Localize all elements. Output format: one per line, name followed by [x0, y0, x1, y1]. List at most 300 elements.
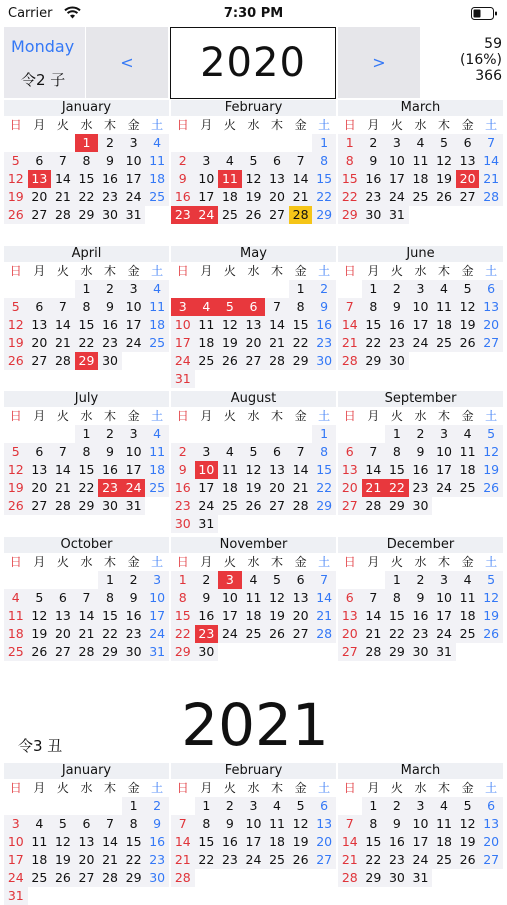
day-cell[interactable]: 3	[409, 280, 433, 298]
day-cell[interactable]: 16	[409, 607, 433, 625]
day-cell[interactable]: 10	[122, 152, 146, 170]
day-cell[interactable]: 23	[409, 625, 433, 643]
day-cell[interactable]: 7	[338, 815, 362, 833]
day-cell[interactable]: 8	[75, 298, 99, 316]
day-cell[interactable]: 22	[75, 188, 99, 206]
day-cell[interactable]: 19	[242, 188, 266, 206]
day-cell[interactable]: 27	[28, 206, 52, 224]
day-cell[interactable]: 6	[28, 298, 52, 316]
day-cell[interactable]: 22	[362, 334, 386, 352]
day-cell[interactable]: 18	[195, 334, 219, 352]
day-cell[interactable]: 23	[171, 497, 195, 515]
day-cell[interactable]: 9	[98, 298, 122, 316]
day-cell[interactable]: 12	[242, 170, 266, 188]
day-cell[interactable]: 28	[338, 869, 362, 887]
day-cell[interactable]: 4	[218, 152, 242, 170]
day-cell[interactable]: 11	[456, 443, 480, 461]
day-cell[interactable]: 7	[312, 571, 336, 589]
day-cell[interactable]: 22	[289, 334, 313, 352]
day-cell[interactable]: 15	[171, 607, 195, 625]
day-cell[interactable]: 31	[432, 643, 456, 661]
day-cell[interactable]: 1	[312, 425, 336, 443]
day-cell[interactable]: 10	[195, 461, 219, 479]
day-cell[interactable]: 16	[171, 479, 195, 497]
day-cell[interactable]: 9	[171, 461, 195, 479]
day-cell[interactable]: 27	[265, 206, 289, 224]
day-cell[interactable]: 27	[338, 497, 362, 515]
day-cell[interactable]: 28	[312, 625, 336, 643]
day-cell[interactable]: 16	[195, 607, 219, 625]
day-cell[interactable]: 27	[242, 352, 266, 370]
day-cell[interactable]: 25	[4, 643, 28, 661]
day-cell[interactable]: 13	[289, 589, 313, 607]
day-cell[interactable]: 21	[75, 625, 99, 643]
day-cell[interactable]: 20	[51, 625, 75, 643]
prev-year-button[interactable]: <	[86, 27, 168, 98]
day-cell[interactable]: 4	[242, 571, 266, 589]
day-cell[interactable]: 26	[51, 869, 75, 887]
day-cell[interactable]: 27	[456, 188, 480, 206]
day-cell[interactable]: 25	[265, 851, 289, 869]
day-cell[interactable]: 13	[28, 316, 52, 334]
day-cell[interactable]: 13	[338, 607, 362, 625]
day-cell[interactable]: 30	[98, 497, 122, 515]
day-cell[interactable]: 19	[479, 607, 503, 625]
day-cell[interactable]: 13	[265, 461, 289, 479]
day-cell[interactable]: 18	[456, 607, 480, 625]
day-cell[interactable]: 18	[145, 170, 169, 188]
day-cell[interactable]: 28	[75, 643, 99, 661]
day-cell[interactable]: 4	[145, 280, 169, 298]
day-cell[interactable]: 18	[145, 316, 169, 334]
day-cell[interactable]: 29	[171, 643, 195, 661]
day-cell[interactable]: 19	[4, 188, 28, 206]
day-cell[interactable]: 8	[385, 589, 409, 607]
day-cell[interactable]: 21	[289, 479, 313, 497]
day-cell[interactable]: 3	[409, 797, 433, 815]
day-cell[interactable]: 4	[4, 589, 28, 607]
day-cell[interactable]: 24	[122, 188, 146, 206]
day-cell[interactable]: 16	[362, 170, 386, 188]
day-cell[interactable]: 15	[75, 316, 99, 334]
day-cell[interactable]: 30	[195, 643, 219, 661]
day-cell[interactable]: 19	[456, 316, 480, 334]
day-cell[interactable]: 9	[122, 589, 146, 607]
day-cell[interactable]: 16	[171, 188, 195, 206]
day-cell[interactable]: 10	[145, 589, 169, 607]
day-cell[interactable]: 4	[195, 298, 219, 316]
day-cell[interactable]: 11	[145, 152, 169, 170]
day-cell[interactable]: 1	[385, 425, 409, 443]
day-cell[interactable]: 29	[385, 497, 409, 515]
day-cell[interactable]: 12	[51, 833, 75, 851]
day-cell[interactable]: 15	[385, 461, 409, 479]
day-cell[interactable]: 7	[479, 134, 503, 152]
day-cell[interactable]: 16	[312, 316, 336, 334]
day-cell[interactable]: 7	[362, 589, 386, 607]
day-cell[interactable]: 2	[409, 571, 433, 589]
day-cell[interactable]: 22	[385, 479, 409, 497]
day-cell[interactable]: 19	[4, 334, 28, 352]
day-cell[interactable]: 18	[4, 625, 28, 643]
day-cell[interactable]: 29	[75, 497, 99, 515]
day-cell[interactable]: 11	[28, 833, 52, 851]
day-cell[interactable]: 1	[289, 280, 313, 298]
day-cell[interactable]: 19	[4, 479, 28, 497]
day-cell[interactable]: 1	[338, 134, 362, 152]
day-cell[interactable]: 12	[218, 316, 242, 334]
day-cell[interactable]: 24	[432, 479, 456, 497]
day-cell[interactable]: 12	[479, 589, 503, 607]
day-cell[interactable]: 14	[265, 316, 289, 334]
day-cell[interactable]: 16	[122, 607, 146, 625]
day-cell[interactable]: 20	[28, 188, 52, 206]
day-cell[interactable]: 1	[98, 571, 122, 589]
day-cell[interactable]: 24	[122, 334, 146, 352]
day-cell[interactable]: 3	[195, 152, 219, 170]
day-cell[interactable]: 13	[242, 316, 266, 334]
day-cell[interactable]: 8	[171, 589, 195, 607]
day-cell[interactable]: 19	[265, 607, 289, 625]
day-cell[interactable]: 21	[265, 334, 289, 352]
day-cell[interactable]: 5	[479, 571, 503, 589]
day-cell[interactable]: 6	[312, 797, 336, 815]
day-cell[interactable]: 27	[289, 625, 313, 643]
day-cell[interactable]: 9	[98, 152, 122, 170]
day-cell[interactable]: 24	[409, 851, 433, 869]
day-cell[interactable]: 6	[479, 797, 503, 815]
day-cell[interactable]: 16	[385, 316, 409, 334]
day-cell[interactable]: 30	[409, 643, 433, 661]
day-cell[interactable]: 14	[479, 152, 503, 170]
day-cell[interactable]: 28	[338, 352, 362, 370]
day-cell[interactable]: 30	[409, 497, 433, 515]
day-cell[interactable]: 13	[479, 298, 503, 316]
day-cell[interactable]: 21	[51, 479, 75, 497]
day-cell[interactable]: 26	[479, 625, 503, 643]
day-cell[interactable]: 23	[98, 479, 122, 497]
day-cell[interactable]: 13	[28, 170, 52, 188]
day-cell[interactable]: 4	[265, 797, 289, 815]
day-cell[interactable]: 11	[242, 589, 266, 607]
day-cell[interactable]: 2	[409, 425, 433, 443]
day-cell[interactable]: 20	[265, 479, 289, 497]
day-cell[interactable]: 13	[75, 833, 99, 851]
day-cell[interactable]: 26	[289, 851, 313, 869]
day-cell[interactable]: 22	[385, 625, 409, 643]
day-cell[interactable]: 6	[75, 815, 99, 833]
day-cell[interactable]: 17	[122, 316, 146, 334]
day-cell[interactable]: 2	[145, 797, 169, 815]
day-cell[interactable]: 9	[218, 815, 242, 833]
day-cell[interactable]: 17	[122, 170, 146, 188]
day-cell[interactable]: 13	[28, 461, 52, 479]
day-cell[interactable]: 2	[98, 280, 122, 298]
day-cell[interactable]: 12	[4, 316, 28, 334]
day-cell[interactable]: 31	[4, 887, 28, 905]
day-cell[interactable]: 6	[28, 443, 52, 461]
day-cell[interactable]: 12	[4, 461, 28, 479]
day-cell[interactable]: 19	[218, 334, 242, 352]
day-cell[interactable]: 10	[432, 443, 456, 461]
day-cell[interactable]: 27	[75, 869, 99, 887]
day-cell[interactable]: 27	[338, 643, 362, 661]
day-cell[interactable]: 7	[362, 443, 386, 461]
day-cell[interactable]: 9	[362, 152, 386, 170]
day-cell[interactable]: 30	[98, 206, 122, 224]
day-cell[interactable]: 17	[122, 461, 146, 479]
day-cell[interactable]: 20	[479, 316, 503, 334]
day-cell[interactable]: 31	[171, 370, 195, 388]
day-cell[interactable]: 26	[242, 497, 266, 515]
day-cell[interactable]: 17	[195, 479, 219, 497]
day-cell[interactable]: 20	[479, 833, 503, 851]
day-cell[interactable]: 12	[479, 443, 503, 461]
day-cell[interactable]: 7	[51, 152, 75, 170]
day-cell[interactable]: 5	[4, 152, 28, 170]
day-cell[interactable]: 2	[171, 443, 195, 461]
day-cell[interactable]: 25	[195, 352, 219, 370]
day-cell[interactable]: 4	[456, 571, 480, 589]
day-cell[interactable]: 20	[289, 607, 313, 625]
day-cell[interactable]: 9	[171, 170, 195, 188]
day-cell[interactable]: 28	[98, 869, 122, 887]
day-cell[interactable]: 5	[218, 298, 242, 316]
day-cell[interactable]: 29	[312, 497, 336, 515]
day-cell[interactable]: 16	[98, 170, 122, 188]
day-cell[interactable]: 26	[479, 479, 503, 497]
day-cell[interactable]: 2	[195, 571, 219, 589]
day-cell[interactable]: 5	[289, 797, 313, 815]
day-cell[interactable]: 15	[385, 607, 409, 625]
day-cell[interactable]: 20	[242, 334, 266, 352]
day-cell[interactable]: 1	[312, 134, 336, 152]
day-cell[interactable]: 30	[98, 352, 122, 370]
day-cell[interactable]: 6	[289, 571, 313, 589]
day-cell[interactable]: 27	[479, 334, 503, 352]
day-cell[interactable]: 26	[432, 188, 456, 206]
day-cell[interactable]: 9	[385, 298, 409, 316]
day-cell[interactable]: 9	[312, 298, 336, 316]
day-cell[interactable]: 23	[362, 188, 386, 206]
day-cell[interactable]: 13	[456, 152, 480, 170]
day-cell[interactable]: 13	[51, 607, 75, 625]
day-cell[interactable]: 24	[218, 625, 242, 643]
day-cell[interactable]: 5	[4, 443, 28, 461]
day-cell[interactable]: 12	[242, 461, 266, 479]
day-cell[interactable]: 20	[312, 833, 336, 851]
day-cell[interactable]: 26	[4, 352, 28, 370]
day-cell[interactable]: 4	[145, 134, 169, 152]
day-cell[interactable]: 25	[145, 188, 169, 206]
day-cell[interactable]: 18	[218, 188, 242, 206]
day-cell[interactable]: 20	[28, 334, 52, 352]
day-cell[interactable]: 25	[242, 625, 266, 643]
day-cell[interactable]: 10	[385, 152, 409, 170]
day-cell[interactable]: 19	[456, 833, 480, 851]
day-cell[interactable]: 12	[28, 607, 52, 625]
day-cell[interactable]: 14	[98, 833, 122, 851]
day-cell[interactable]: 11	[4, 607, 28, 625]
day-cell[interactable]: 21	[312, 607, 336, 625]
day-cell[interactable]: 9	[409, 443, 433, 461]
day-cell[interactable]: 21	[479, 170, 503, 188]
day-cell[interactable]: 18	[456, 461, 480, 479]
day-cell[interactable]: 22	[122, 851, 146, 869]
day-cell[interactable]: 2	[385, 280, 409, 298]
day-cell[interactable]: 22	[195, 851, 219, 869]
day-cell[interactable]: 19	[51, 851, 75, 869]
day-cell[interactable]: 10	[122, 298, 146, 316]
day-cell[interactable]: 5	[456, 280, 480, 298]
next-year-button[interactable]: >	[338, 27, 420, 98]
day-cell[interactable]: 11	[218, 170, 242, 188]
day-cell[interactable]: 16	[385, 833, 409, 851]
day-cell[interactable]: 3	[432, 425, 456, 443]
day-cell[interactable]: 27	[51, 643, 75, 661]
day-cell[interactable]: 12	[289, 815, 313, 833]
day-cell[interactable]: 23	[122, 625, 146, 643]
day-cell[interactable]: 3	[432, 571, 456, 589]
day-cell[interactable]: 30	[171, 515, 195, 533]
day-cell[interactable]: 29	[75, 206, 99, 224]
day-cell[interactable]: 27	[312, 851, 336, 869]
day-cell[interactable]: 6	[265, 443, 289, 461]
day-cell[interactable]: 15	[312, 170, 336, 188]
day-cell[interactable]: 8	[312, 443, 336, 461]
day-cell[interactable]: 22	[312, 188, 336, 206]
day-cell[interactable]: 29	[289, 352, 313, 370]
day-cell[interactable]: 27	[28, 352, 52, 370]
day-cell[interactable]: 14	[289, 461, 313, 479]
day-cell[interactable]: 26	[265, 625, 289, 643]
day-cell[interactable]: 31	[122, 497, 146, 515]
day-cell[interactable]: 7	[338, 298, 362, 316]
day-cell[interactable]: 5	[28, 589, 52, 607]
day-cell[interactable]: 10	[4, 833, 28, 851]
day-cell[interactable]: 25	[28, 869, 52, 887]
day-cell[interactable]: 18	[28, 851, 52, 869]
day-cell[interactable]: 5	[456, 797, 480, 815]
day-cell[interactable]: 10	[122, 443, 146, 461]
day-cell[interactable]: 19	[479, 461, 503, 479]
day-cell[interactable]: 24	[409, 334, 433, 352]
day-cell[interactable]: 16	[409, 461, 433, 479]
day-cell[interactable]: 8	[289, 298, 313, 316]
day-cell[interactable]: 25	[432, 851, 456, 869]
day-cell[interactable]: 3	[122, 425, 146, 443]
day-cell[interactable]: 8	[75, 152, 99, 170]
day-cell[interactable]: 24	[122, 479, 146, 497]
day-cell[interactable]: 26	[456, 851, 480, 869]
day-cell[interactable]: 10	[409, 298, 433, 316]
day-cell[interactable]: 4	[145, 425, 169, 443]
day-cell[interactable]: 3	[385, 134, 409, 152]
day-cell[interactable]: 6	[338, 443, 362, 461]
day-cell[interactable]: 15	[338, 170, 362, 188]
day-cell[interactable]: 14	[171, 833, 195, 851]
day-cell[interactable]: 31	[145, 643, 169, 661]
day-cell[interactable]: 27	[265, 497, 289, 515]
day-cell[interactable]: 25	[432, 334, 456, 352]
day-cell[interactable]: 31	[195, 515, 219, 533]
day-cell[interactable]: 14	[75, 607, 99, 625]
day-cell[interactable]: 21	[51, 334, 75, 352]
day-cell[interactable]: 6	[456, 134, 480, 152]
day-cell[interactable]: 18	[218, 479, 242, 497]
day-cell[interactable]: 8	[338, 152, 362, 170]
day-cell[interactable]: 28	[51, 497, 75, 515]
day-cell[interactable]: 4	[432, 280, 456, 298]
day-cell[interactable]: 11	[218, 461, 242, 479]
day-cell[interactable]: 18	[432, 833, 456, 851]
day-cell[interactable]: 25	[456, 479, 480, 497]
day-cell[interactable]: 9	[195, 589, 219, 607]
day-cell[interactable]: 4	[28, 815, 52, 833]
day-cell[interactable]: 24	[432, 625, 456, 643]
day-cell[interactable]: 24	[195, 206, 219, 224]
day-cell[interactable]: 11	[145, 443, 169, 461]
day-cell[interactable]: 6	[242, 298, 266, 316]
day-cell[interactable]: 14	[362, 461, 386, 479]
day-cell[interactable]: 18	[145, 461, 169, 479]
day-cell[interactable]: 30	[362, 206, 386, 224]
day-cell[interactable]: 30	[385, 352, 409, 370]
day-cell[interactable]: 29	[75, 352, 99, 370]
day-cell[interactable]: 26	[28, 643, 52, 661]
day-cell[interactable]: 23	[218, 851, 242, 869]
day-cell[interactable]: 11	[195, 316, 219, 334]
day-cell[interactable]: 14	[51, 461, 75, 479]
day-cell[interactable]: 9	[145, 815, 169, 833]
day-cell[interactable]: 3	[171, 298, 195, 316]
day-cell[interactable]: 15	[98, 607, 122, 625]
day-cell[interactable]: 20	[338, 625, 362, 643]
day-cell[interactable]: 29	[362, 869, 386, 887]
day-cell[interactable]: 10	[432, 589, 456, 607]
current-year-display[interactable]: 2020	[170, 27, 336, 99]
day-cell[interactable]: 14	[51, 170, 75, 188]
day-cell[interactable]: 8	[385, 443, 409, 461]
day-cell[interactable]: 13	[265, 170, 289, 188]
day-cell[interactable]: 14	[362, 607, 386, 625]
day-cell[interactable]: 17	[242, 833, 266, 851]
day-cell[interactable]: 3	[145, 571, 169, 589]
day-cell[interactable]: 19	[432, 170, 456, 188]
day-cell[interactable]: 24	[385, 188, 409, 206]
day-cell[interactable]: 24	[145, 625, 169, 643]
day-cell[interactable]: 3	[4, 815, 28, 833]
day-cell[interactable]: 21	[338, 851, 362, 869]
day-cell[interactable]: 15	[75, 461, 99, 479]
day-cell[interactable]: 7	[289, 152, 313, 170]
day-cell[interactable]: 28	[51, 352, 75, 370]
day-cell[interactable]: 3	[122, 280, 146, 298]
day-cell[interactable]: 5	[242, 443, 266, 461]
day-cell[interactable]: 23	[385, 334, 409, 352]
day-cell[interactable]: 24	[242, 851, 266, 869]
day-cell[interactable]: 30	[145, 869, 169, 887]
day-cell[interactable]: 21	[362, 479, 386, 497]
day-cell[interactable]: 30	[312, 352, 336, 370]
day-cell[interactable]: 20	[75, 851, 99, 869]
day-cell[interactable]: 29	[122, 869, 146, 887]
day-cell[interactable]: 2	[218, 797, 242, 815]
day-cell[interactable]: 2	[362, 134, 386, 152]
day-cell[interactable]: 27	[479, 851, 503, 869]
day-cell[interactable]: 19	[242, 479, 266, 497]
day-cell[interactable]: 12	[456, 298, 480, 316]
